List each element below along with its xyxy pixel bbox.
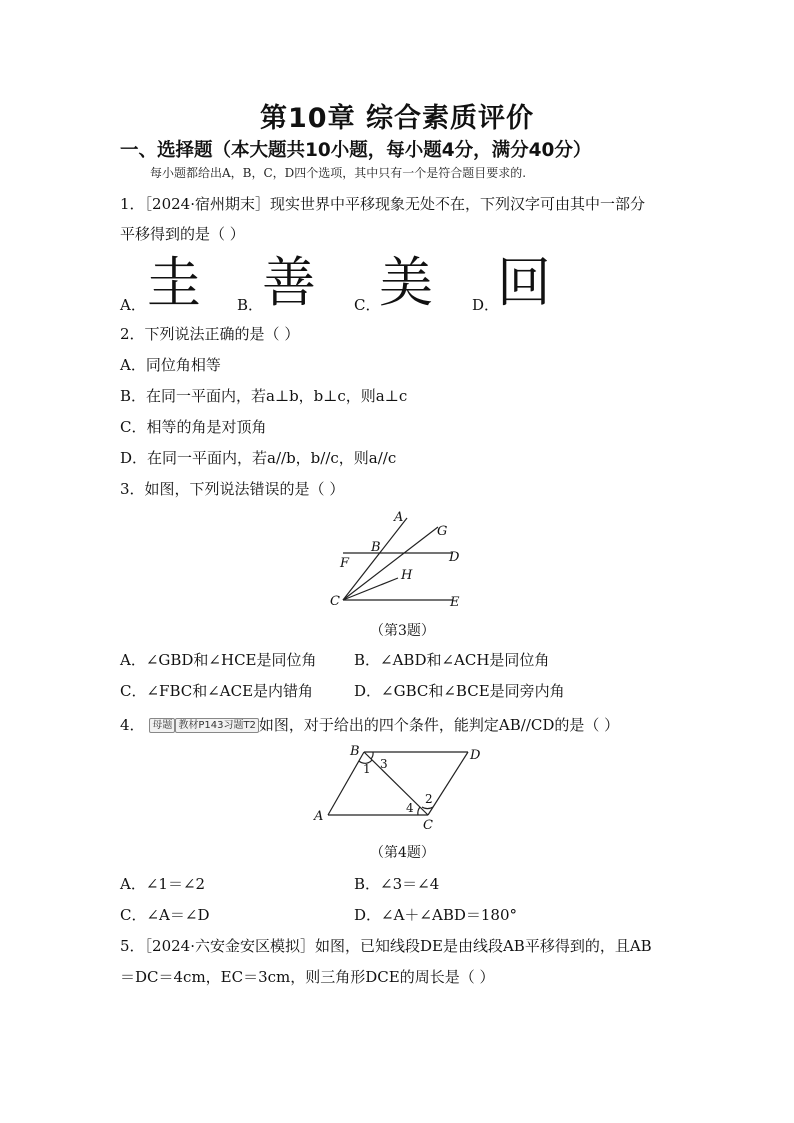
label-c: C [330,594,340,609]
q3-option-c: C．∠FBC和∠ACE是内错角 [120,682,314,700]
label-g: G [437,524,448,539]
q2-option-c: C．相等的角是对顶角 [120,418,267,436]
q4-option-a: A．∠1＝∠2 [120,875,206,893]
label-e: E [450,595,460,610]
angle-label-2: 2 [425,792,433,806]
q5-stem-line2: ＝DC＝4cm，EC＝3cm，则三角形DCE的周长是（ ） [120,968,495,986]
diagonal-bc [364,752,428,815]
angle-arc-2 [422,807,433,809]
q1-option-d-char: 回 [497,251,551,314]
label-h: H [401,568,413,583]
q1-option-b-char: 善 [262,251,316,314]
line-cg [343,527,438,600]
side-ba [328,752,364,815]
q2-stem: 2．下列说法正确的是（ ） [120,325,300,343]
q3-figure [325,505,475,615]
section-heading: 一、选择题（本大题共10小题，每小题4分，满分40分） [120,140,592,161]
q3-caption: （第3题） [370,623,435,639]
label-b: B [371,540,381,555]
label-d: D [449,550,460,565]
q4-option-b: B．∠3＝∠4 [354,875,440,893]
q1-stem-line1: 1．［2024·宿州期末］现实世界中平移现象无处不在，下列汉字可由其中一部分 [120,195,645,213]
q4-stem: 如图，对于给出的四个条件，能判定AB//CD的是（ ） [258,716,620,734]
q4-tag-textbook: 教材P143习题T2 [175,718,259,733]
q4-tag-mother: 母题 [149,718,175,733]
q1-option-b-label: B． [237,296,264,314]
label-d: D [470,748,481,763]
label-a: A [394,510,404,525]
section-note: 每小题都给出A，B，C，D四个选项，其中只有一个是符合题目要求的. [150,166,527,180]
angle-arc-3 [371,752,373,759]
label-a: A [314,809,324,824]
q4-number: 4． [120,716,145,734]
q4-option-d: D．∠A＋∠ABD＝180° [354,906,518,924]
q3-option-b: B．∠ABD和∠ACH是同位角 [354,651,550,669]
q4-figure [310,742,490,834]
q2-option-a: A．同位角相等 [120,356,221,374]
q1-option-a-label: A． [120,296,146,314]
q4-caption: （第4题） [370,845,435,861]
q3-option-d: D．∠GBC和∠BCE是同旁内角 [354,682,565,700]
label-c: C [423,818,433,833]
q3-stem: 3．如图，下列说法错误的是（ ） [120,480,345,498]
q1-option-c-char: 美 [379,251,433,314]
q3-option-a: A．∠GBD和∠HCE是同位角 [120,651,317,669]
label-b: B [350,744,360,759]
angle-label-1: 1 [363,762,371,776]
q1-option-a-char: 圭 [147,251,201,314]
q1-option-d-label: D． [472,296,500,314]
label-f: F [340,556,350,571]
angle-label-4: 4 [406,801,414,815]
page-title: 第10章 综合素质评价 [260,103,534,134]
q5-stem-line1: 5．［2024·六安金安区模拟］如图，已知线段DE是由线段AB平移得到的，且AB [120,937,652,955]
q1-stem-line2: 平移得到的是（ ） [120,225,245,243]
side-dc [428,752,468,815]
q4-option-c: C．∠A＝∠D [120,906,210,924]
q2-option-d: D．在同一平面内，若a//b，b//c，则a//c [120,449,397,467]
q4-stem-row [120,715,619,735]
q2-option-b: B．在同一平面内，若a⊥b，b⊥c，则a⊥c [120,387,408,405]
angle-label-3: 3 [380,757,388,771]
q1-option-c-label: C． [354,296,381,314]
angle-arc-4 [418,807,420,815]
